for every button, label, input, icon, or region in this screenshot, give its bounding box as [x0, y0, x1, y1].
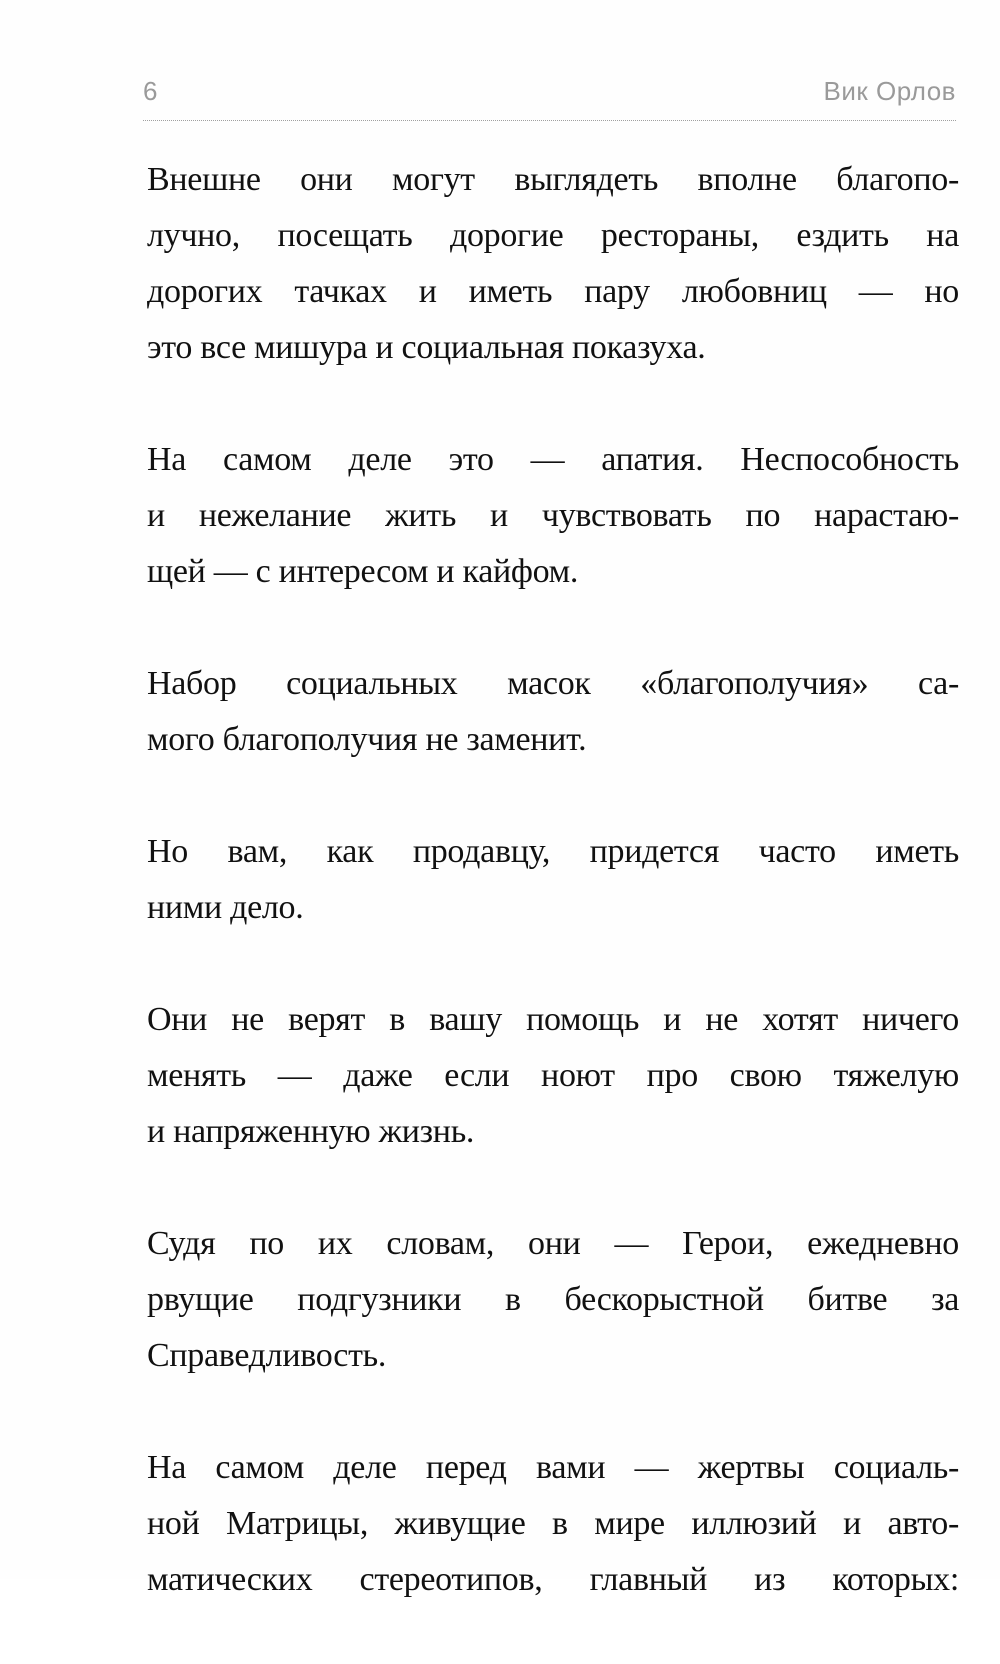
- text-line: щей — с интересом и кайфом.: [147, 553, 579, 590]
- running-title: Вик Орлов: [823, 76, 956, 106]
- text-line: Судя по их словам, они — Герои, ежедневно: [147, 1225, 959, 1262]
- text-line: Они не верят в вашу помощь и не хотят ничего: [147, 1001, 959, 1038]
- text-line: и напряженную жизнь.: [147, 1113, 475, 1150]
- page-number: 6: [143, 76, 158, 106]
- text-line: это все мишура и социальная показуха.: [147, 329, 706, 366]
- header-divider: [143, 120, 956, 121]
- text-line: Набор социальных масок «благополучия» са-: [147, 665, 959, 702]
- paragraph-2: [147, 432, 959, 600]
- paragraph-4: [147, 824, 959, 936]
- text-line: дорогих тачках и иметь пару любовниц — но: [147, 273, 959, 310]
- page-header: [143, 72, 956, 122]
- text-line: Справедливость.: [147, 1337, 387, 1374]
- paragraph-1: [147, 152, 959, 376]
- paragraph-7: [147, 1440, 959, 1608]
- paragraph-3: [147, 656, 959, 768]
- text-line: матических стереотипов, главный из которых:: [147, 1561, 959, 1598]
- text-line: Но вам, как продавцу, придется часто иметь: [147, 833, 959, 870]
- text-line: лучно, посещать дорогие рестораны, ездить на: [147, 217, 959, 254]
- text-line: рвущие подгузники в бескорыстной битве за: [147, 1281, 959, 1318]
- text-line: ними дело.: [147, 889, 304, 926]
- paragraph-6: [147, 1216, 959, 1384]
- text-line: Внешне они могут выглядеть вполне благопо-: [147, 161, 959, 198]
- text-line: и нежелание жить и чувствовать по нарастаю-: [147, 497, 959, 534]
- paragraph-5: [147, 992, 959, 1160]
- text-line: мого благополучия не заменит.: [147, 721, 587, 758]
- text-line: На самом деле это — апатия. Неспособность: [147, 441, 959, 478]
- body-text: [147, 152, 959, 1664]
- text-line: менять — даже если ноют про свою тяжелую: [147, 1057, 959, 1094]
- text-line: ной Матрицы, живущие в мире иллюзий и авто-: [147, 1505, 959, 1542]
- text-line: На самом деле перед вами — жертвы социаль-: [147, 1449, 959, 1486]
